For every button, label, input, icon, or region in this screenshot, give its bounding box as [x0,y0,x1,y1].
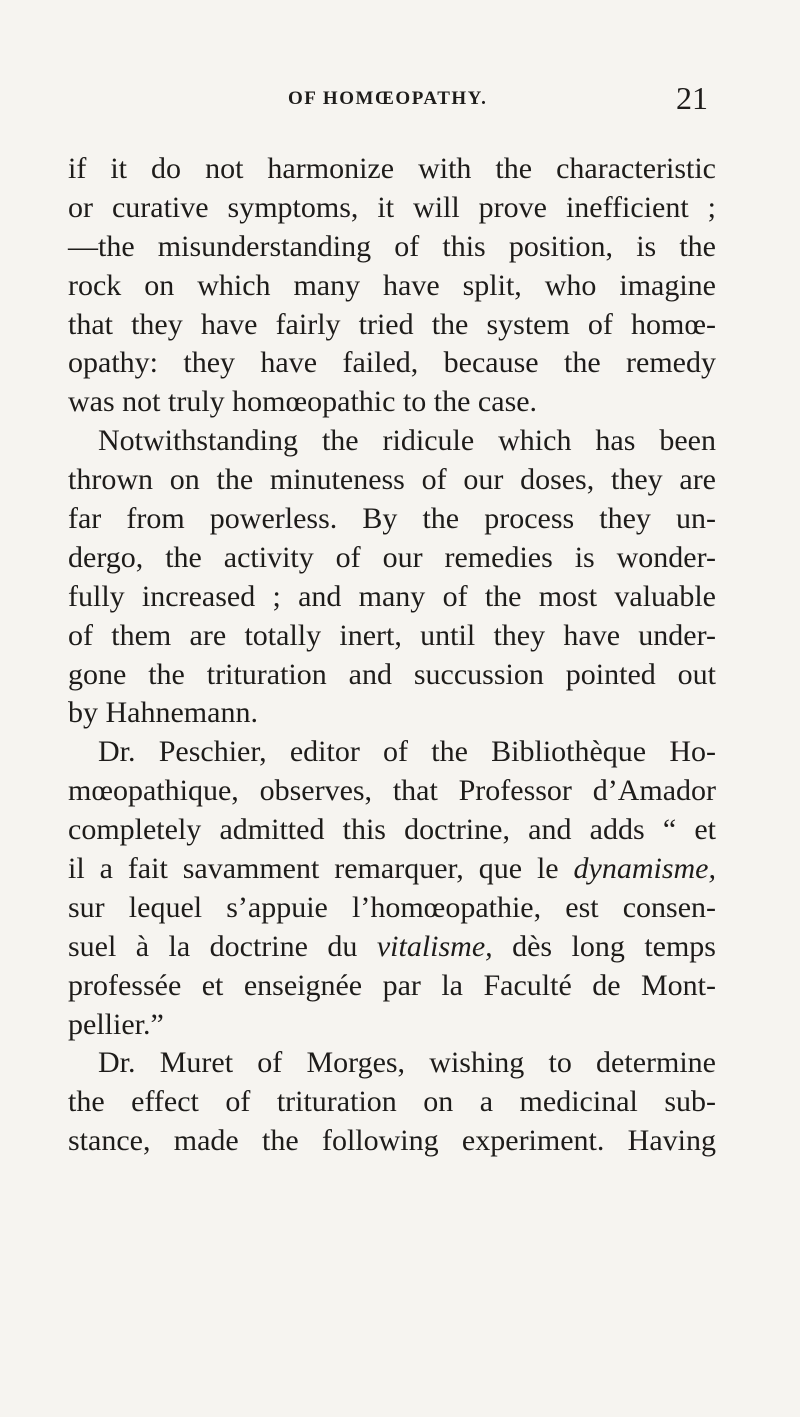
text-line: suel à la doctrine du vitalisme, dès long temps [68,929,716,963]
text-line: Dr. Peschier, editor of the Bibliothèque Ho- [98,735,716,769]
text-line: of them are totally inert, until they have under- [68,618,716,652]
text-line: or curative symptoms, it will prove inefficient ; [68,190,716,224]
text-line: thrown on the minuteness of our doses, they are [68,463,716,497]
text-line: gone the trituration and succussion pointed out [68,657,716,691]
text-line: mœopathique, observes, that Professor d’Amador [68,774,716,808]
text-line: completely admitted this doctrine, and adds “ et [68,813,716,847]
text-line: opathy: they have failed, because the remedy [68,346,716,380]
text-line: pellier.” [68,1007,164,1041]
text-line: rock on which many have split, who imagine [68,268,716,302]
running-head [288,80,708,116]
italic-term: vitalisme, [376,929,493,963]
text-line: was not truly homœopathic to the case. [68,385,538,419]
text-line: the effect of trituration on a medicinal sub- [68,1085,716,1119]
text-line: Dr. Muret of Morges, wishing to determine [98,1046,716,1080]
text-line: far from powerless. By the process they un- [68,502,716,536]
text-line: if it do not harmonize with the characteristic [68,152,716,185]
text-line: sur lequel s’appuie l’homœopathie, est consen- [68,890,716,924]
text-line: —the misunderstanding of this position, is the [68,229,716,263]
body-text [68,150,716,1161]
text-line: by Hahnemann. [68,696,258,730]
text-line: Notwithstanding the ridicule which has been [98,424,716,458]
text-line: fully increased ; and many of the most valuable [68,579,716,613]
text-line: professée et enseignée par la Faculté de Mont- [68,968,716,1002]
page-number: 21 [676,80,708,116]
italic-term: dynamisme, [573,852,716,886]
running-title: OF HOMŒOPATHY. [288,88,488,109]
text-line: stance, made the following experiment. Having [68,1124,716,1158]
text-line: il a fait savamment remarquer, que le dynamisme, [68,852,716,886]
text-line: that they have fairly tried the system of homœ- [68,307,716,341]
text-line: dergo, the activity of our remedies is wonder- [68,540,716,574]
